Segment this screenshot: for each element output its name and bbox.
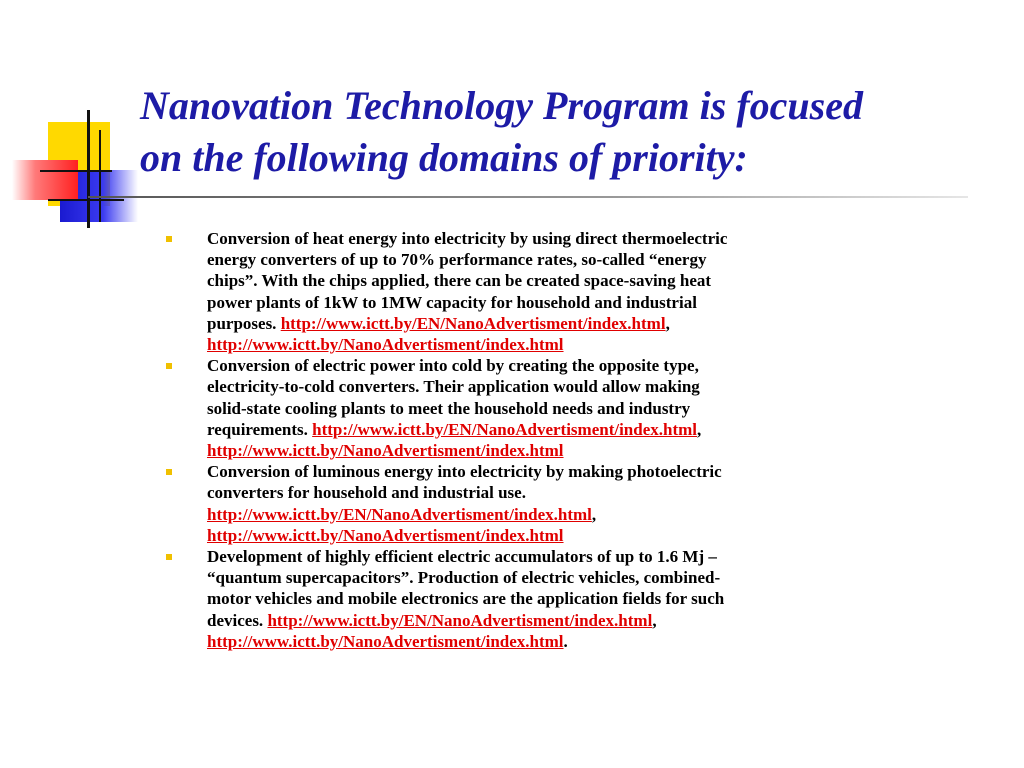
bullet-text: Conversion of heat energy into electricity by using direct thermoelectric [207, 229, 728, 248]
bullet-list [160, 228, 865, 652]
bullet-item [160, 355, 865, 461]
bullet-text: chips”. With the chips applied, there can be created space-saving heat [207, 271, 712, 291]
link-nano-advertisment[interactable]: http://www.ictt.by/NanoAdvertisment/index.html [207, 335, 564, 355]
bullet-square-icon [166, 469, 172, 475]
logo-red-square [12, 160, 78, 200]
bullet-text: converters for household and industrial use. [207, 483, 526, 503]
bullet-text-line [207, 419, 865, 440]
logo-vertical-line [99, 130, 101, 222]
bullet-text-line [207, 440, 865, 461]
link-nano-advertisment[interactable]: http://www.ictt.by/NanoAdvertisment/index.html [207, 631, 564, 651]
bullet-item [160, 461, 865, 546]
separator: , [652, 610, 657, 630]
bullet-text: power plants of 1kW to 1MW capacity for household and industrial [207, 292, 697, 312]
terminator: . [563, 631, 568, 651]
link-en-nano-advertisment[interactable]: http://www.ictt.by/EN/NanoAdvertisment/index.html [312, 419, 698, 439]
bullet-text-line [207, 631, 865, 652]
bullet-square-icon [166, 554, 172, 560]
slide-title [140, 80, 1000, 184]
logo-vertical-line [87, 110, 90, 228]
bullet-text: Conversion of electric power into cold by creating the opposite type, [207, 356, 699, 376]
bullet-text: devices. [207, 610, 268, 630]
bullet-square-icon [166, 236, 172, 242]
logo-horizontal-line [48, 199, 124, 201]
bullet-text: Conversion of luminous energy into electricity by making photoelectric [207, 462, 722, 482]
logo-horizontal-line [40, 170, 112, 172]
separator: , [665, 313, 670, 333]
decorative-logo [0, 0, 150, 240]
separator: , [697, 419, 702, 439]
link-en-nano-advertisment[interactable]: http://www.ictt.by/EN/NanoAdvertisment/index.html [280, 313, 666, 333]
bullet-text-line [207, 334, 865, 355]
link-nano-advertisment[interactable]: http://www.ictt.by/NanoAdvertisment/index.html [207, 441, 564, 461]
bullet-text: “quantum supercapacitors”. Production of electric vehicles, combined- [207, 568, 721, 588]
bullet-text-line [207, 525, 865, 546]
slide-title-line: Nanovation Technology Program is focused [140, 83, 863, 128]
title-divider-line [88, 196, 968, 198]
bullet-item [160, 546, 865, 652]
link-en-nano-advertisment[interactable]: http://www.ictt.by/EN/NanoAdvertisment/index.html [207, 504, 592, 524]
bullet-item [160, 228, 865, 355]
bullet-square-icon [166, 363, 172, 369]
bullet-text: motor vehicles and mobile electronics are the application fields for such [207, 589, 725, 609]
link-nano-advertisment[interactable]: http://www.ictt.by/NanoAdvertisment/index.html [207, 525, 564, 545]
bullet-text: Development of highly efficient electric accumulators of up to 1.6 Mj – [207, 547, 717, 567]
link-en-nano-advertisment[interactable]: http://www.ictt.by/EN/NanoAdvertisment/index.html [267, 610, 653, 630]
bullet-text-line [207, 610, 865, 631]
bullet-text: electricity-to-cold converters. Their application would allow making [207, 377, 700, 397]
bullet-text: energy converters of up to 70% performance rates, so-called “energy [207, 250, 707, 270]
bullet-text-line [207, 313, 865, 334]
slide-title-line: on the following domains of priority: [140, 135, 748, 180]
separator: , [591, 504, 597, 524]
bullet-text: purposes. [207, 313, 281, 333]
bullet-text: requirements. [207, 419, 313, 439]
bullet-text: solid-state cooling plants to meet the household needs and industry [207, 398, 691, 418]
bullet-text-line [207, 504, 865, 525]
